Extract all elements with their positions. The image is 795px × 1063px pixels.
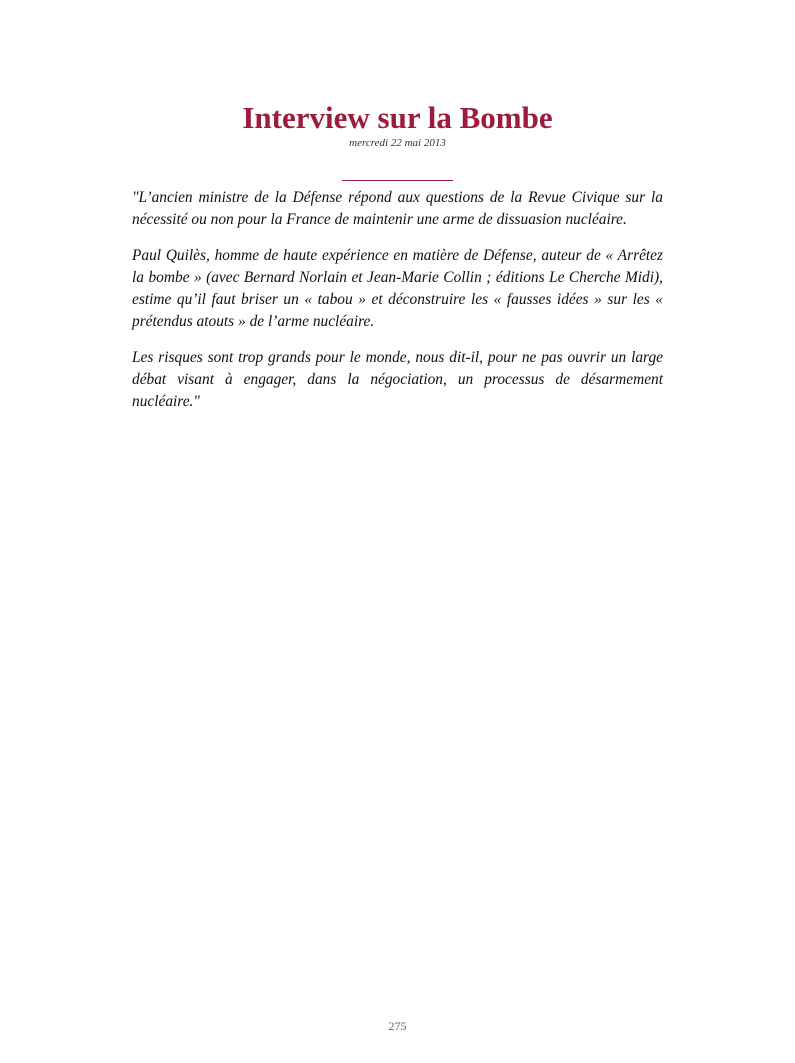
article-body: [132, 187, 663, 427]
article-title: Interview sur la Bombe: [242, 100, 553, 135]
title-divider: [342, 180, 453, 181]
paragraph-author: Paul Quilès, homme de haute expérience en matière de Défense, auteur de « Arrêtez la bombe » (avec Bernard Norlain et Jean-Marie Collin ; éditions Le Cherche Midi), estime qu’il faut briser un « tabou » et déconstruire les « fausses idées » sur les « prétendus atouts » de l’arme nucléaire.: [132, 247, 663, 330]
page-number: 275: [388, 1019, 407, 1033]
article-date: mercredi 22 mai 2013: [349, 137, 446, 149]
paragraph-intro: "L’ancien ministre de la Défense répond aux questions de la Revue Civique sur la nécessité ou non pour la France de maintenir une arme de dissuasion nucléaire.: [132, 189, 663, 228]
paragraph-conclusion: Les risques sont trop grands pour le monde, nous dit-il, pour ne pas ouvrir un large débat visant à engager, dans la négociation, un processus de désarmement nucléaire.": [132, 349, 663, 410]
